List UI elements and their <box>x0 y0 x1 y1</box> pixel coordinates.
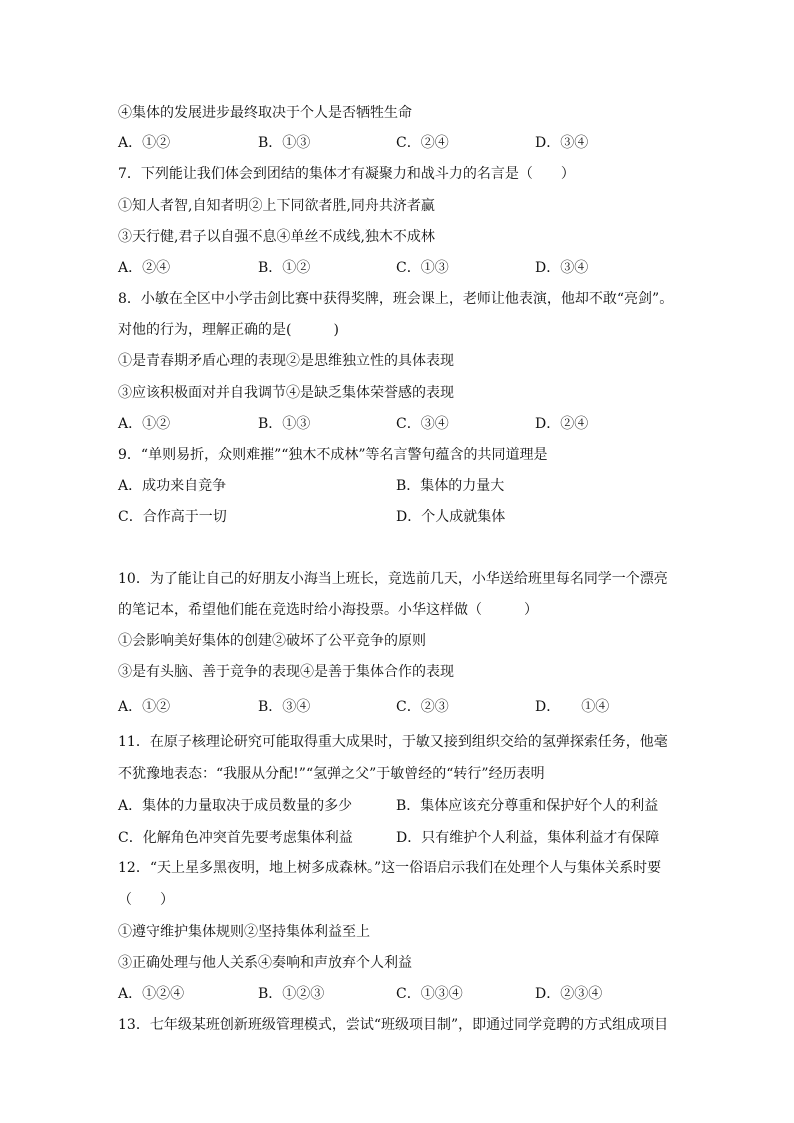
q9-option-a: A．成功来自竞争 <box>118 478 227 494</box>
q10-items-1-2: ①会影响美好集体的创建②破坏了公平竞争的原则 <box>118 633 426 649</box>
q12-option-b: B．①②③ <box>258 986 325 1002</box>
q7-items-3-4: ③天行健,君子以自强不息④单丝不成线,独木不成林 <box>118 229 435 245</box>
q11-option-c: C．化解角色冲突首先要考虑集体利益 <box>118 830 353 846</box>
q10-stem-line1: 10．为了能让自己的好朋友小海当上班长，竞选前几天，小华送给班里每名同学一个漂亮 <box>118 571 668 587</box>
q10-option-d: D． ①④ <box>535 699 610 715</box>
q10-option-b: B．③④ <box>258 699 311 715</box>
q12-stem-line1: 12．“天上星多黑夜明，地上树多成森林。”这一俗语启示我们在处理个人与集体关系时要 <box>118 860 662 876</box>
q12-stem-line2: （ ） <box>118 892 174 908</box>
q12-items-3-4: ③正确处理与他人关系④奏响和声放弃个人利益 <box>118 955 412 971</box>
q6-item-4: ④集体的发展进步最终取决于个人是否牺牲生命 <box>118 105 412 121</box>
q9-stem: 9．“单则易折，众则难摧”“独木不成林”等名言警句蕴含的共同道理是 <box>118 447 548 463</box>
q7-option-c: C．①③ <box>396 260 449 276</box>
q9-option-c: C．合作高于一切 <box>118 509 227 525</box>
q8-stem-line2: 对他的行为，理解正确的是( ) <box>118 322 339 338</box>
q10-option-a: A．①② <box>118 699 171 715</box>
q12-option-a: A．①②④ <box>118 986 185 1002</box>
q7-option-b: B．①② <box>258 260 311 276</box>
q8-option-a: A．①② <box>118 416 171 432</box>
q8-items-3-4: ③应该积极面对并自我调节④是缺乏集体荣誉感的表现 <box>118 385 454 401</box>
q8-option-c: C．③④ <box>396 416 449 432</box>
q6-option-d: D．③④ <box>535 135 589 151</box>
q12-option-d: D．②③④ <box>535 986 603 1002</box>
q7-items-1-2: ①知人者智,自知者明②上下同欲者胜,同舟共济者赢 <box>118 198 435 214</box>
q12-items-1-2: ①遵守维护集体规则②坚持集体利益至上 <box>118 924 370 940</box>
q9-option-d: D．个人成就集体 <box>396 509 506 525</box>
q7-option-a: A．②④ <box>118 260 171 276</box>
q13-stem-line1: 13．七年级某班创新班级管理模式，尝试“班级项目制”，即通过同学竞聘的方式组成项目 <box>118 1017 669 1033</box>
q12-option-c: C．①③④ <box>396 986 463 1002</box>
q6-option-a: A．①② <box>118 135 171 151</box>
q8-stem-line1: 8．小敏在全区中小学击剑比赛中获得奖牌，班会课上，老师让他表演，他却不敢“亮剑”。 <box>118 291 674 307</box>
q9-option-b: B．集体的力量大 <box>396 478 505 494</box>
q11-option-b: B．集体应该充分尊重和保护好个人的利益 <box>396 798 659 814</box>
q10-stem-line2: 的笔记本，希望他们能在竞选时给小海投票。小华这样做（ ） <box>118 602 538 618</box>
q11-stem-line1: 11．在原子核理论研究可能取得重大成果时，于敏又接到组织交给的氢弹探索任务，他毫 <box>118 734 668 750</box>
q10-option-c: C．②③ <box>396 699 449 715</box>
q8-items-1-2: ①是青春期矛盾心理的表现②是思维独立性的具体表现 <box>118 353 454 369</box>
q10-items-3-4: ③是有头脑、善于竞争的表现④是善于集体合作的表现 <box>118 664 454 680</box>
q11-stem-line2: 不犹豫地表态：“我服从分配!”“氢弹之父”于敏曾经的“转行”经历表明 <box>118 766 545 782</box>
q7-option-d: D．③④ <box>535 260 589 276</box>
q11-option-d: D．只有维护个人利益，集体利益才有保障 <box>396 830 660 846</box>
q6-option-c: C．②④ <box>396 135 449 151</box>
q7-stem: 7．下列能让我们体会到团结的集体才有凝聚力和战斗力的名言是（ ） <box>118 166 575 182</box>
q8-option-b: B．①③ <box>258 416 311 432</box>
q6-option-b: B．①③ <box>258 135 311 151</box>
q8-option-d: D．②④ <box>535 416 589 432</box>
q11-option-a: A．集体的力量取决于成员数量的多少 <box>118 798 353 814</box>
